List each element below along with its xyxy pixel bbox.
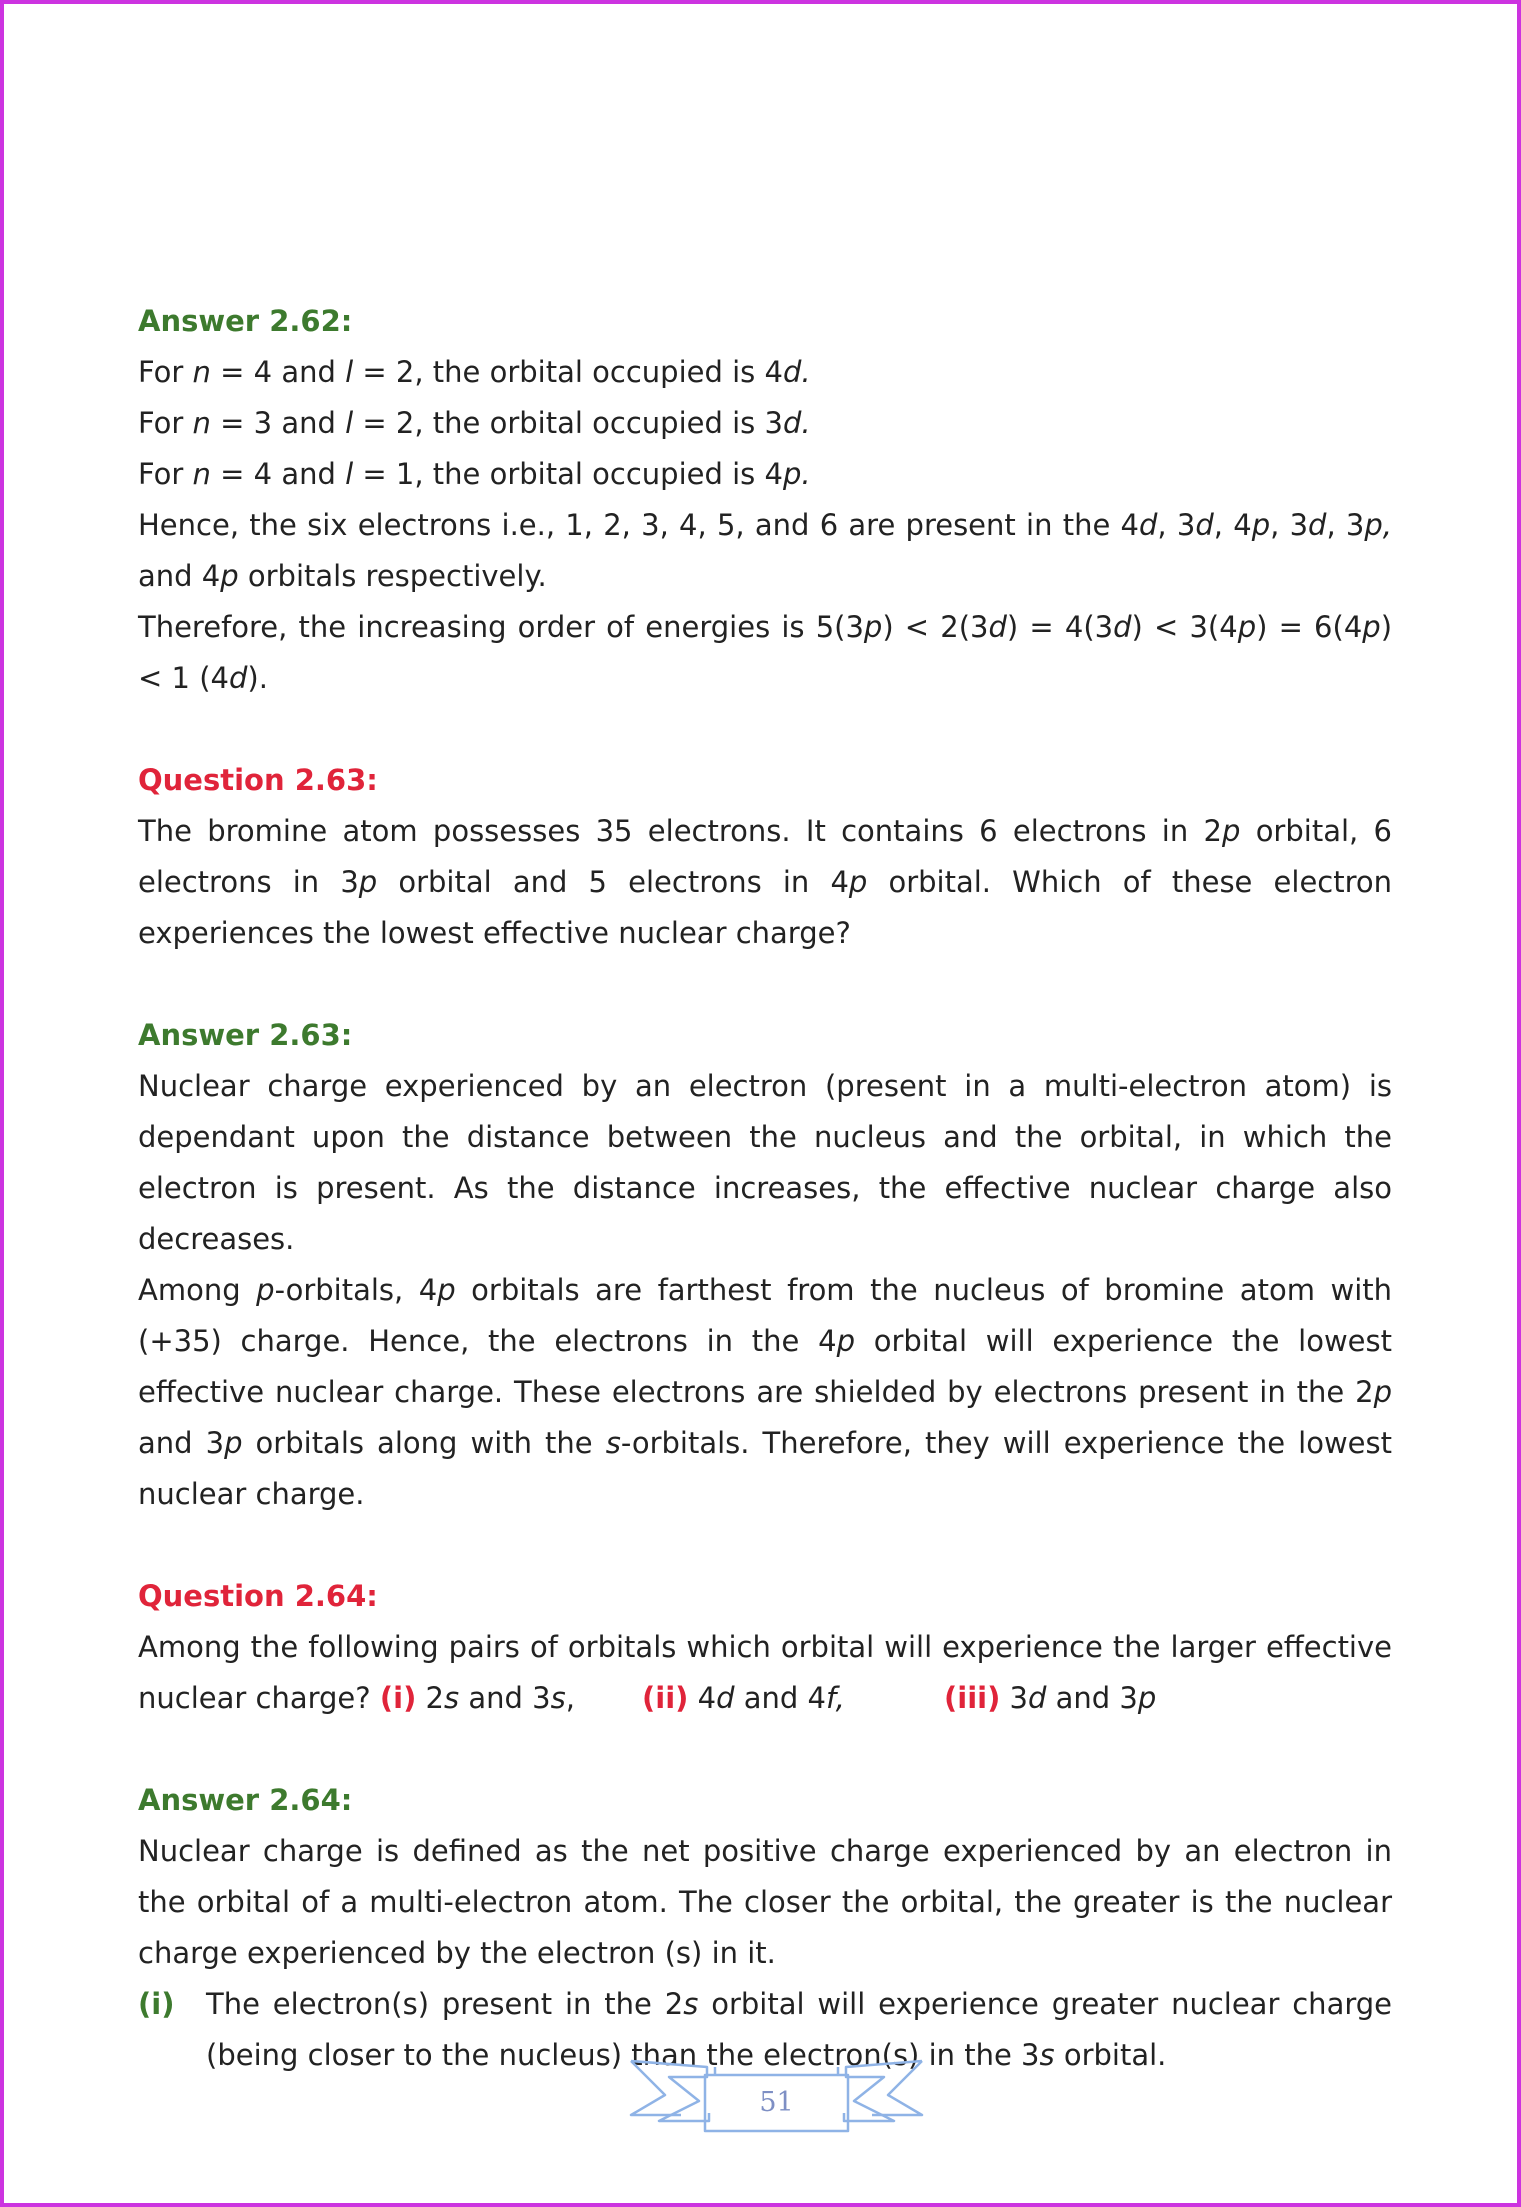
answer-2-64-para-1: Nuclear charge is defined as the net positive charge experienced by an electron in the orbital of a multi-electron atom. The closer the orbital, the greater is the nuclear charge experienced by the electron (s) in it. xyxy=(138,1834,1392,1970)
answer-2-62-line-1: For n = 4 and l = 2, the orbital occupied is 4d. xyxy=(138,355,811,389)
answer-2-62-line-2: For n = 3 and l = 2, the orbital occupied is 3d. xyxy=(138,406,811,440)
question-2-64-options xyxy=(138,1673,1392,1724)
page-number-ribbon xyxy=(629,2053,924,2139)
answer-2-63-heading: Answer 2.63: xyxy=(138,1018,353,1052)
answer-2-62-heading: Answer 2.62: xyxy=(138,304,353,338)
question-2-64-line-1: Among the following pairs of orbitals which orbital will experience the larger effective xyxy=(138,1630,1392,1664)
question-2-63-text: The bromine atom possesses 35 electrons. It contains 6 electrons in 2p orbital, 6 electrons in 3p orbital and 5 electrons in 4p orbital. Which of these electron experiences the lowest effective nuclear charge? xyxy=(138,814,1393,950)
page-number: 51 xyxy=(759,2086,794,2118)
option-ii: (ii) 4d and 4f, xyxy=(642,1681,845,1715)
answer-2-62-line-3: For n = 4 and l = 1, the orbital occupied is 4p. xyxy=(138,457,811,491)
list-marker: (i) xyxy=(138,1987,175,2021)
option-i: nuclear charge? (i) 2s and 3s, xyxy=(138,1681,575,1715)
answer-2-63-para-2: Among p-orbitals, 4p orbitals are farthest from the nucleus of bromine atom with (+35) charge. Hence, the electrons in the 4p orbital will experience the lowest effective nuclear charge. These electrons are shielded by electrons present in the 2p and 3p orbitals along with the s-orbitals. Therefore, they will experience the lowest nuclear charge. xyxy=(138,1273,1393,1511)
option-iii: (iii) 3d and 3p xyxy=(944,1681,1157,1715)
question-2-63-heading: Question 2.63: xyxy=(138,763,378,797)
list-item-text: The electron(s) present in the 2s orbital will experience greater nuclear charge (being closer to the nucleus) than the electron(s) in the 3s orbital. xyxy=(206,1987,1392,2072)
answer-2-63-para-1: Nuclear charge experienced by an electron (present in a multi-electron atom) is dependant upon the distance between the nucleus and the orbital, in which the electron is present. As the distance increases, the effective nuclear charge also decreases. xyxy=(138,1069,1392,1256)
question-2-64-heading: Question 2.64: xyxy=(138,1579,378,1613)
answer-2-62-order: Therefore, the increasing order of energies is 5(3p) < 2(3d) = 4(3d) < 3(4p) = 6(4p) < 1 (4d). xyxy=(138,610,1393,695)
answer-2-62-hence: Hence, the six electrons i.e., 1, 2, 3, 4, 5, and 6 are present in the 4d, 3d, 4p, 3d, 3p, and 4p orbitals respectively. xyxy=(138,508,1393,593)
page-content xyxy=(138,296,1392,2081)
answer-2-64-heading: Answer 2.64: xyxy=(138,1783,353,1817)
